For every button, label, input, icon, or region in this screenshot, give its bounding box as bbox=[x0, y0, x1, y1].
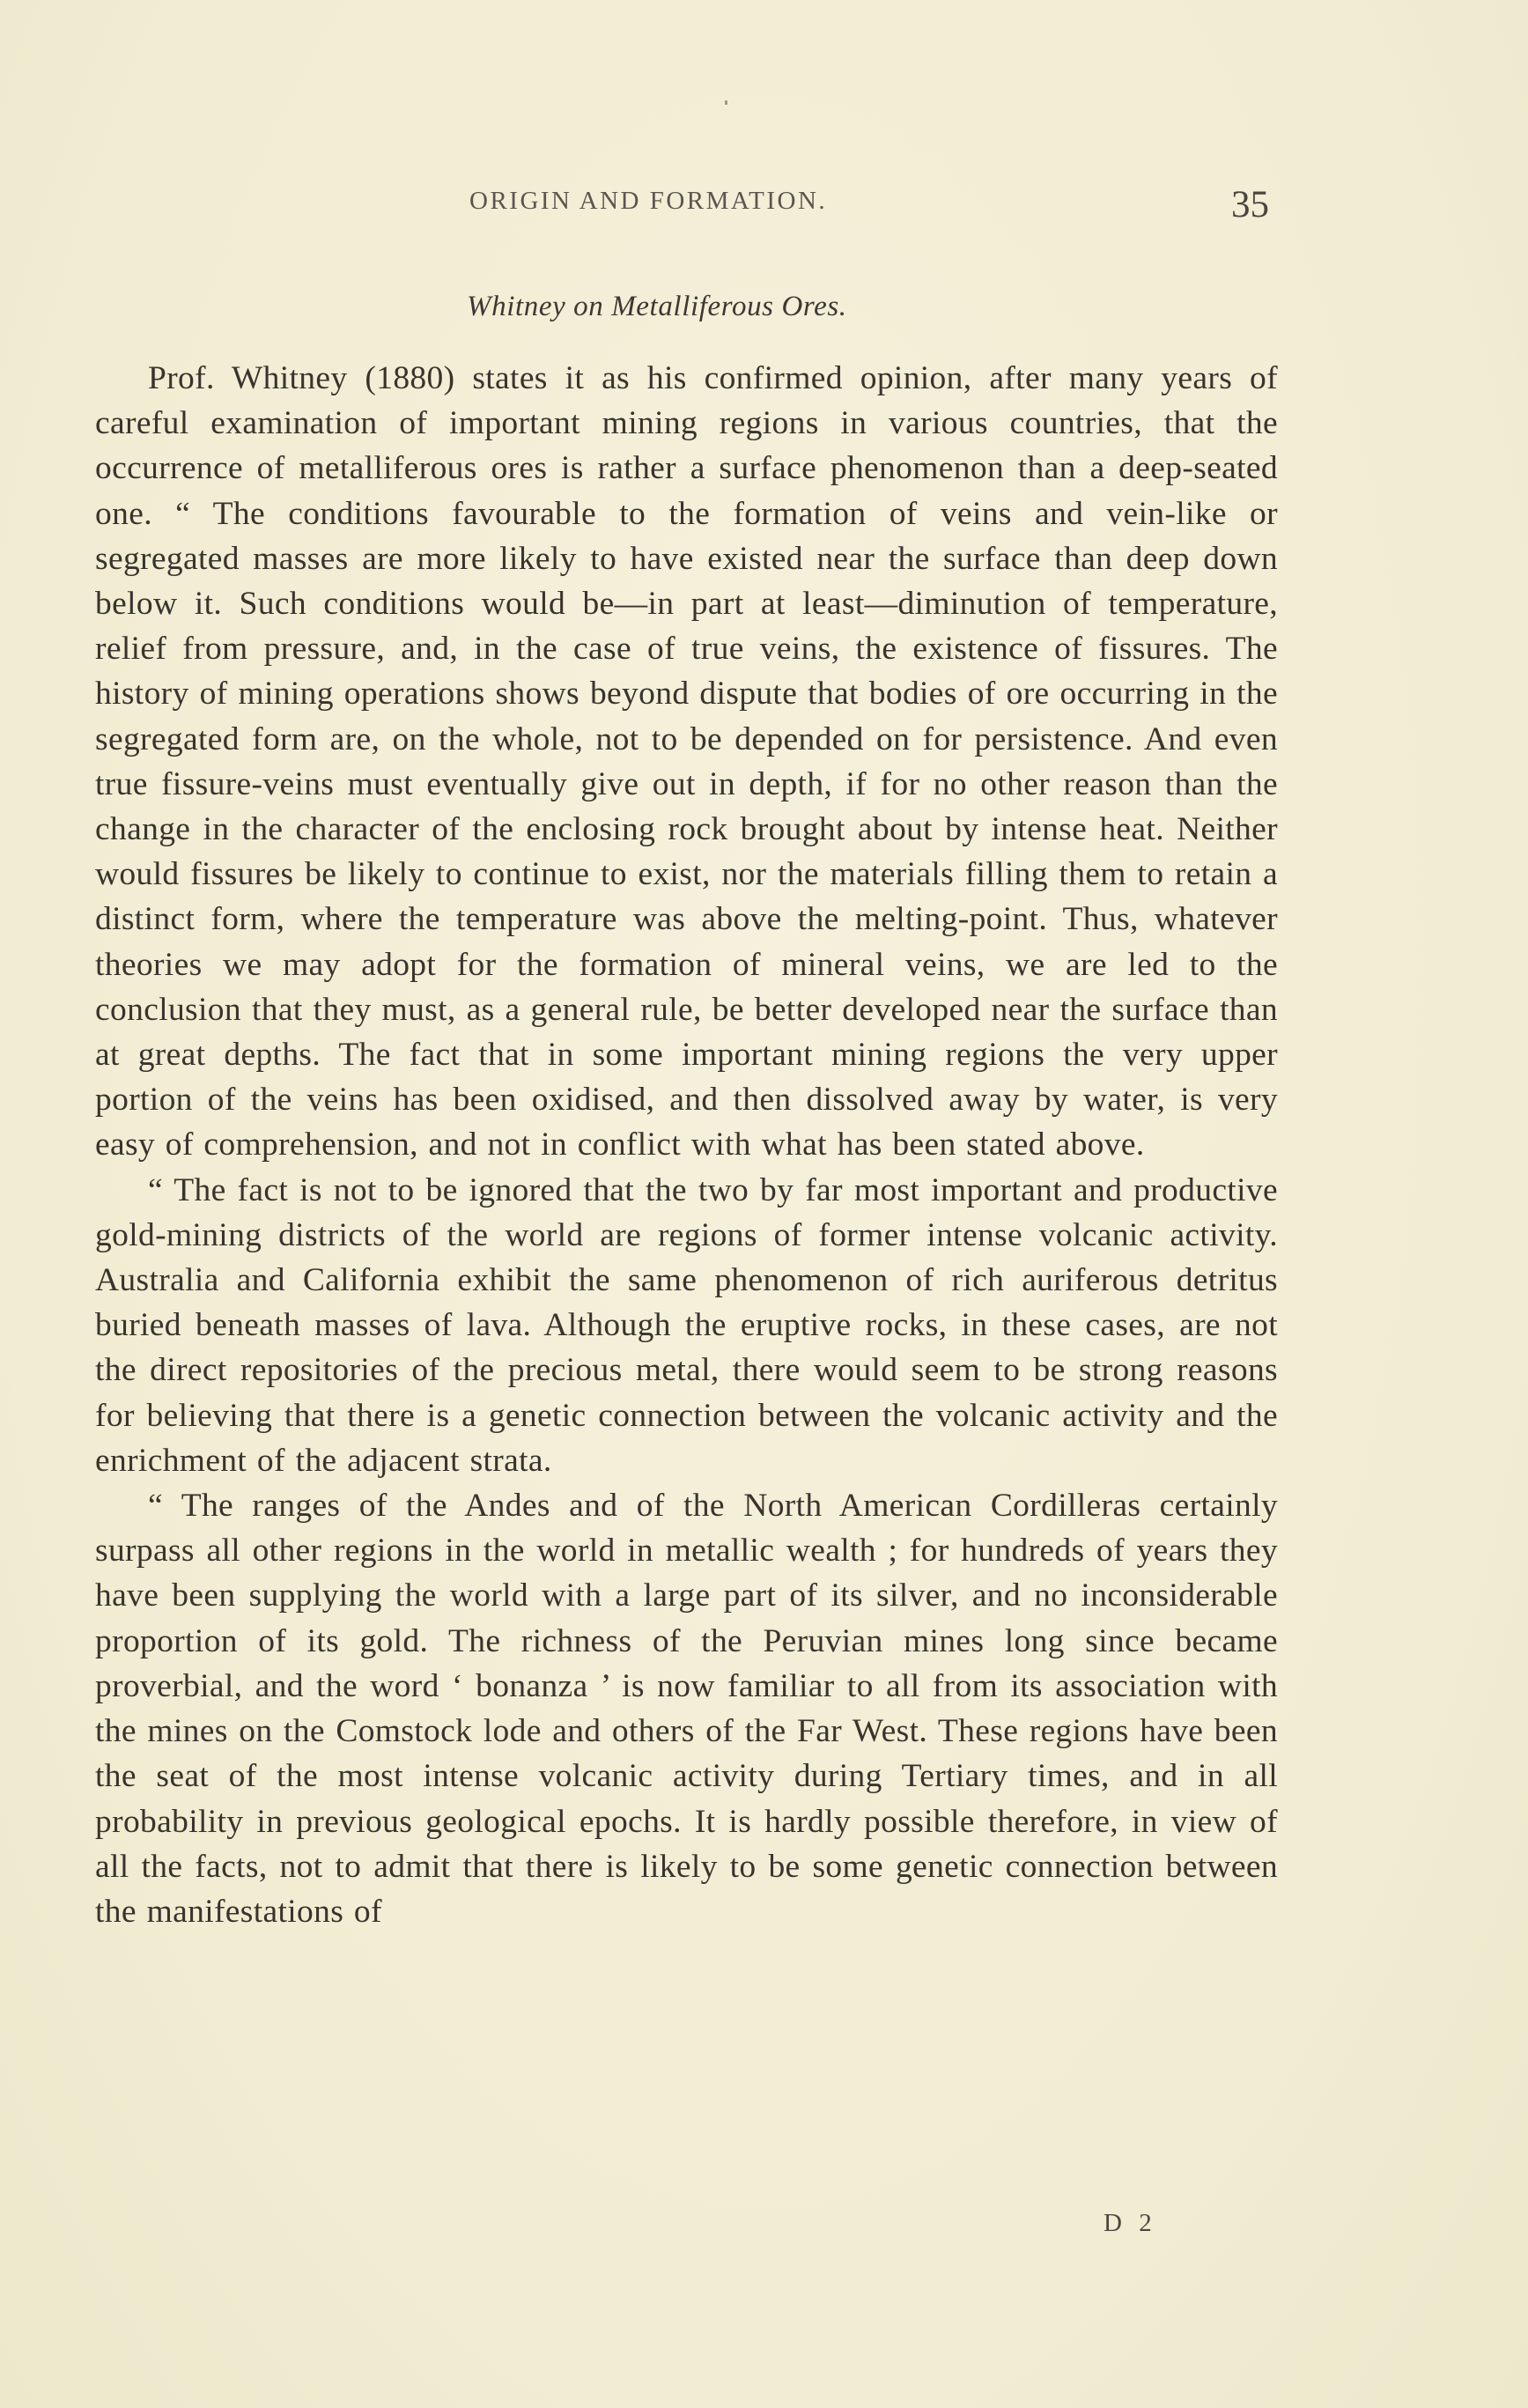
paper-speck bbox=[725, 100, 727, 105]
paragraph: “ The fact is not to be ignored that the two by far most important and productive gold-mining districts of the world are regions of former intense volcanic activity. Australia and California exhibit the same phenomenon of rich auriferous detritus buried beneath masses of lava. Although the eruptive rocks, in these cases, are not the direct repositories of the precious metal, there would seem to be strong reasons for believing that there is a genetic connection between the volcanic activity and the enrichment of the adjacent strata. bbox=[95, 1171, 1278, 1479]
paragraph: Prof. Whitney (1880) states it as his confirmed opinion, after many years of careful examination of important mining regions in various countries, that the occurrence of metalliferous ores is rather a surface phenomenon than a deep-seated one. “ The conditions favourable to the formation of veins and vein-like or segregated masses are more likely to have existed near the surface than deep down below it. Such conditions would be—in part at least—diminution of temperature, relief from pressure, and, in the case of true veins, the existence of fissures. The history of mining operations shows beyond dispute that bodies of ore occurring in the segregated form are, on the whole, not to be depended on for persistence. And even true fissure-veins must eventually give out in depth, if for no other reason than the change in the character of the enclosing rock brought about by intense heat. Neither would fissures be likely to continue to exist, nor the materials filling them to retain a distinct form, where the temperature was above the melting-point. Thus, whatever theories we may adopt for the formation of mineral veins, we are led to the conclusion that they must, as a general rule, be better developed near the surface than at great depths. The fact that in some important mining regions the very upper portion of the veins has been oxidised, and then dissolved away by water, is very easy of comprehension, and not in conflict with what has been stated above. bbox=[95, 360, 1278, 1163]
page-number: 35 bbox=[1231, 184, 1269, 225]
body-text bbox=[95, 356, 1278, 1934]
paragraph: “ The ranges of the Andes and of the North American Cordilleras certainly surpass all other regions in the world in metallic wealth ; for hundreds of years they have been supplying the world with a large part of its silver, and no inconsiderable proportion of its gold. The richness of the Peruvian mines long since became proverbial, and the word ‘ bonanza ’ is now familiar to all from its association with the mines on the Comstock lode and others of the Far West. These regions have been the seat of the most intense volcanic activity during Tertiary times, and in all probability in previous geological epochs. It is hardly possible therefore, in view of all the facts, not to admit that there is likely to be some genetic connection between the manifestations of bbox=[95, 1488, 1278, 1930]
running-head bbox=[0, 183, 1528, 227]
running-title: ORIGIN AND FORMATION. bbox=[469, 187, 828, 215]
signature-mark: D 2 bbox=[1104, 2209, 1157, 2237]
section-heading-text: Whitney on Metalliferous Ores. bbox=[467, 291, 847, 322]
